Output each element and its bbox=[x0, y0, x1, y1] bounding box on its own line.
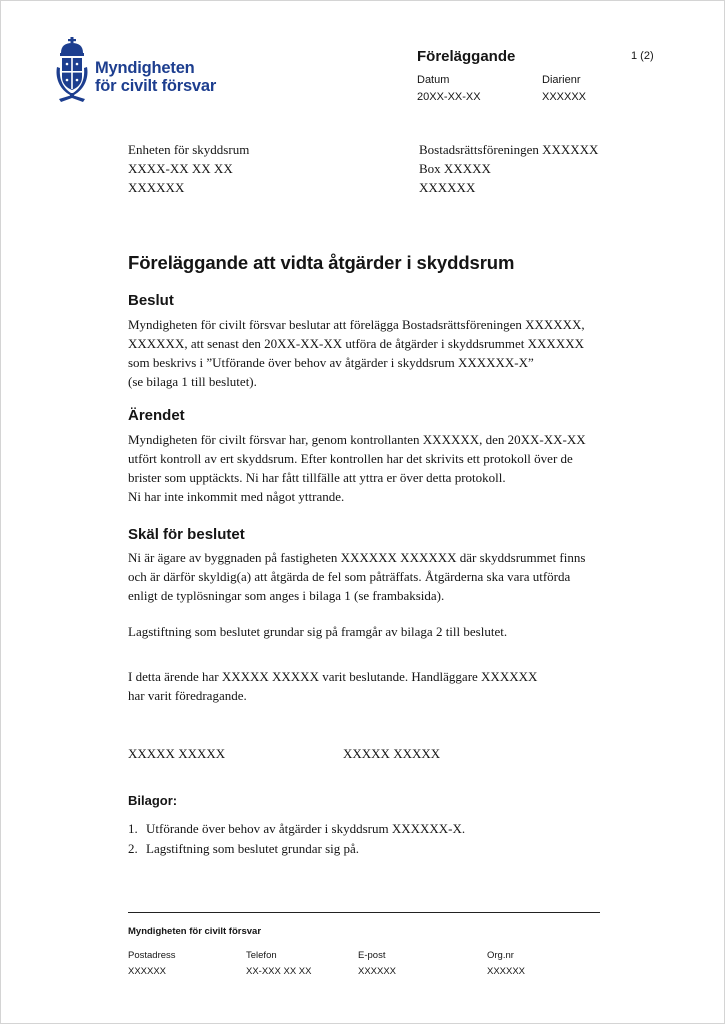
footer-org-name: Myndigheten för civilt försvar bbox=[128, 926, 262, 937]
attachments-list bbox=[128, 819, 465, 859]
text-line: XXXXXX, att senast den 20XX-XX-XX utföra de åtgärder i skyddsrummet XXXXXX bbox=[128, 336, 584, 351]
section-body-arendet bbox=[128, 430, 598, 506]
lagstiftning-paragraph bbox=[128, 622, 598, 641]
signature-right: XXXXX XXXXX bbox=[343, 746, 441, 761]
list-item-number: 2. bbox=[128, 841, 138, 856]
sender-line: Enheten för skyddsrum bbox=[128, 142, 250, 157]
diarienr-value: XXXXXX bbox=[542, 91, 587, 103]
text-line: Myndigheten för civilt försvar har, genom kontrollanten XXXXXX, den 20XX-XX-XX bbox=[128, 432, 586, 447]
recipient-line: Bostadsrättsföreningen XXXXXX bbox=[419, 142, 599, 157]
footer-value-telefon: XX-XXX XX XX bbox=[246, 966, 312, 977]
text-line: som beskrivs i ”Utförande över behov av åtgärder i skyddsrum XXXXXX-X” bbox=[128, 355, 534, 370]
text-line: och är därför skyldig(a) att åtgärda de fel som påträffats. Åtgärderna ska vara utförda bbox=[128, 569, 571, 584]
list-item-number: 1. bbox=[128, 821, 138, 836]
list-item bbox=[128, 839, 465, 859]
footer-divider bbox=[128, 912, 600, 913]
attachments-heading: Bilagor: bbox=[128, 793, 178, 808]
footer-label-orgnr: Org.nr bbox=[487, 950, 514, 961]
text-line: utfört kontroll av ert skyddsrum. Efter kontrollen har det skrivits ett protokoll över de bbox=[128, 451, 573, 466]
list-item-text: Lagstiftning som beslutet grundar sig på. bbox=[146, 841, 360, 856]
agency-logo bbox=[53, 37, 233, 109]
footer-value-epost: XXXXXX bbox=[358, 966, 397, 977]
recipient-address bbox=[419, 140, 598, 197]
text-line: (se bilaga 1 till beslutet). bbox=[128, 374, 257, 389]
footer-label-epost: E-post bbox=[358, 950, 386, 961]
list-item-text: Utförande över behov av åtgärder i skyddsrum XXXXXX-X. bbox=[146, 821, 466, 836]
list-item bbox=[128, 819, 465, 839]
footer-label-telefon: Telefon bbox=[246, 950, 277, 961]
text-line: brister som upptäckts. Ni har fått tillfälle att yttra er över detta protokoll. bbox=[128, 470, 506, 485]
section-heading-beslut: Beslut bbox=[128, 292, 174, 309]
footer-value-orgnr: XXXXXX bbox=[487, 966, 526, 977]
datum-value: 20XX-XX-XX bbox=[417, 91, 481, 103]
section-body-skal bbox=[128, 548, 598, 605]
recipient-line: Box XXXXX bbox=[419, 161, 491, 176]
sender-line: XXXX-XX XX XX bbox=[128, 161, 233, 176]
sender-address bbox=[128, 140, 249, 197]
agency-name bbox=[95, 59, 216, 95]
text-line: Lagstiftning som beslutet grundar sig på framgår av bilaga 2 till beslutet. bbox=[128, 624, 508, 639]
signature-left: XXXXX XXXXX bbox=[128, 746, 226, 761]
agency-name-line2: för civilt försvar bbox=[95, 77, 217, 95]
decision-maker-paragraph bbox=[128, 667, 598, 705]
text-line: Ni är ägare av byggnaden på fastigheten XXXXXX XXXXXX där skyddsrummet finns bbox=[128, 550, 586, 565]
agency-name-line1: Myndigheten bbox=[95, 59, 195, 77]
sender-line: XXXXXX bbox=[128, 180, 185, 195]
crown-shield-icon bbox=[53, 37, 91, 107]
diarienr-label: Diarienr bbox=[542, 74, 581, 86]
text-line: Myndigheten för civilt försvar beslutar att förelägga Bostadsrättsföreningen XXXXXX, bbox=[128, 317, 585, 332]
document-type: Föreläggande bbox=[417, 48, 516, 65]
text-line: Ni har inte inkommit med något yttrande. bbox=[128, 489, 345, 504]
section-heading-skal: Skäl för beslutet bbox=[128, 526, 245, 543]
text-line: I detta ärende har XXXXX XXXXX varit beslutande. Handläggare XXXXXX bbox=[128, 669, 538, 684]
recipient-line: XXXXXX bbox=[419, 180, 476, 195]
text-line: enligt de typlösningar som anges i bilaga 1 (se frambaksida). bbox=[128, 588, 445, 603]
section-heading-arendet: Ärendet bbox=[128, 407, 185, 424]
footer-value-postadress: XXXXXX bbox=[128, 966, 167, 977]
datum-label: Datum bbox=[417, 74, 450, 86]
page-number: 1 (2) bbox=[631, 50, 654, 62]
document-title: Föreläggande att vidta åtgärder i skyddsrum bbox=[128, 252, 515, 273]
text-line: har varit föredragande. bbox=[128, 688, 247, 703]
footer-label-postadress: Postadress bbox=[128, 950, 176, 961]
section-body-beslut bbox=[128, 315, 598, 391]
